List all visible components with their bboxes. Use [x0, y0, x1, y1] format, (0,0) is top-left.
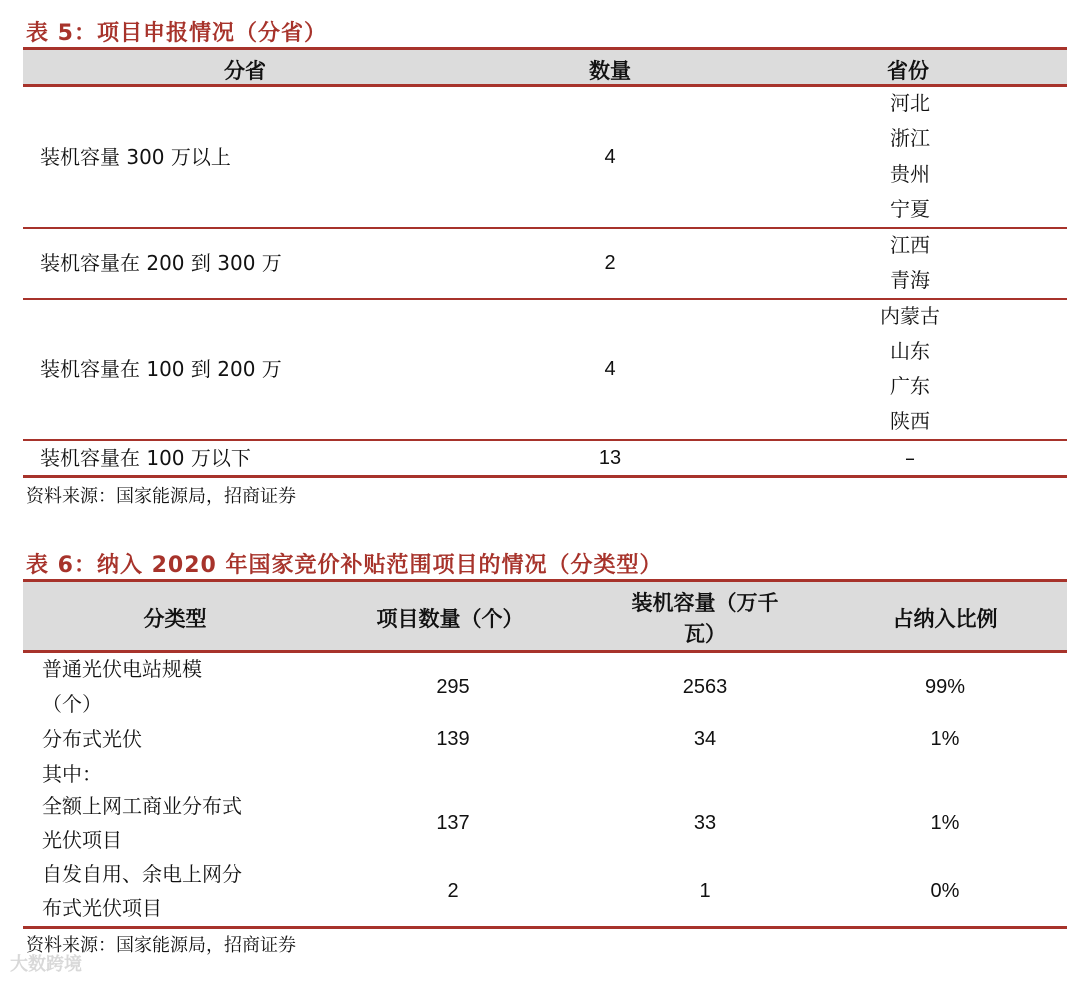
- table5-row4-province-1: –: [905, 446, 915, 470]
- table5-source: 资料来源：国家能源局，招商证券: [26, 486, 296, 507]
- table6-row5-count: 2: [447, 880, 459, 902]
- table6-row4-capacity: 33: [693, 812, 717, 834]
- table5-header-category: 分省: [224, 59, 266, 83]
- table5-row4-category: 装机容量在 100 万以下: [40, 446, 251, 470]
- table6-row5-capacity: 1: [699, 880, 711, 902]
- table6-row5-share: 0%: [930, 880, 960, 902]
- table5-header-count: 数量: [589, 59, 631, 83]
- table5-row3-province-2: 山东: [890, 339, 930, 363]
- table5-row3-province-4: 陕西: [890, 409, 930, 433]
- table6-row4-type-line1: 全额上网工商业分布式: [42, 794, 242, 818]
- table5-row1-category: 装机容量 300 万以上: [40, 145, 231, 169]
- watermark: 大数跨境: [10, 954, 82, 975]
- table6-row1-type-line1: 普通光伏电站规模: [42, 657, 202, 681]
- table5-row1-province-2: 浙江: [890, 126, 930, 150]
- table6-row4-count: 137: [436, 812, 470, 834]
- table6-row1-count: 295: [436, 676, 470, 698]
- table6-row2-type: 分布式光伏: [42, 727, 142, 751]
- table6-row5-type-line2: 布式光伏项目: [42, 896, 162, 920]
- table6-row2-count: 139: [436, 728, 470, 750]
- table5-row1-province-4: 宁夏: [890, 197, 930, 221]
- table6-bottom-rule: [23, 926, 1067, 929]
- table5-row2-count: 2: [604, 252, 616, 274]
- table5-row1-province-3: 贵州: [890, 162, 930, 186]
- table6-header-capacity-line2: 瓦）: [684, 622, 726, 646]
- table6-row1-type-line2: （个）: [42, 692, 102, 716]
- table6-row3-type: 其中：: [42, 762, 102, 786]
- table5-row3-province-1: 内蒙古: [880, 304, 940, 328]
- table6-row1-capacity: 2563: [682, 676, 728, 698]
- table6-row5-type-line1: 自发自用、余电上网分: [42, 862, 242, 886]
- table6-row1-share: 99%: [924, 676, 966, 698]
- table5-row2-category: 装机容量在 200 到 300 万: [40, 251, 282, 275]
- table6-row4-share: 1%: [930, 812, 960, 834]
- table6-row4-type-line2: 光伏项目: [42, 828, 122, 852]
- table5-bottom-rule: [23, 475, 1067, 478]
- table6-header-type: 分类型: [143, 607, 207, 631]
- table5-row3-count: 4: [604, 358, 616, 380]
- table6-header-share: 占纳入比例: [892, 607, 998, 631]
- table5-header-provinces: 省份: [887, 59, 929, 83]
- table5-row2-province-2: 青海: [890, 268, 930, 292]
- table6-header-capacity-line1: 装机容量（万千: [631, 591, 779, 615]
- table5-row1-count: 4: [604, 146, 616, 168]
- table5-row4-count: 13: [598, 447, 622, 469]
- table6-header-count: 项目数量（个）: [376, 607, 524, 631]
- table5-title: 表 5：项目申报情况（分省）: [26, 21, 327, 46]
- table6-row2-capacity: 34: [693, 728, 717, 750]
- table6-row2-share: 1%: [930, 728, 960, 750]
- table5-row3-category: 装机容量在 100 到 200 万: [40, 357, 282, 381]
- table5-row2-province-1: 江西: [890, 233, 930, 257]
- table5-row3-province-3: 广东: [890, 374, 930, 398]
- table5-row1-province-1: 河北: [890, 91, 930, 115]
- table6-title: 表 6：纳入 2020 年国家竞价补贴范围项目的情况（分类型）: [26, 553, 663, 578]
- table6-source: 资料来源：国家能源局，招商证券: [26, 935, 296, 956]
